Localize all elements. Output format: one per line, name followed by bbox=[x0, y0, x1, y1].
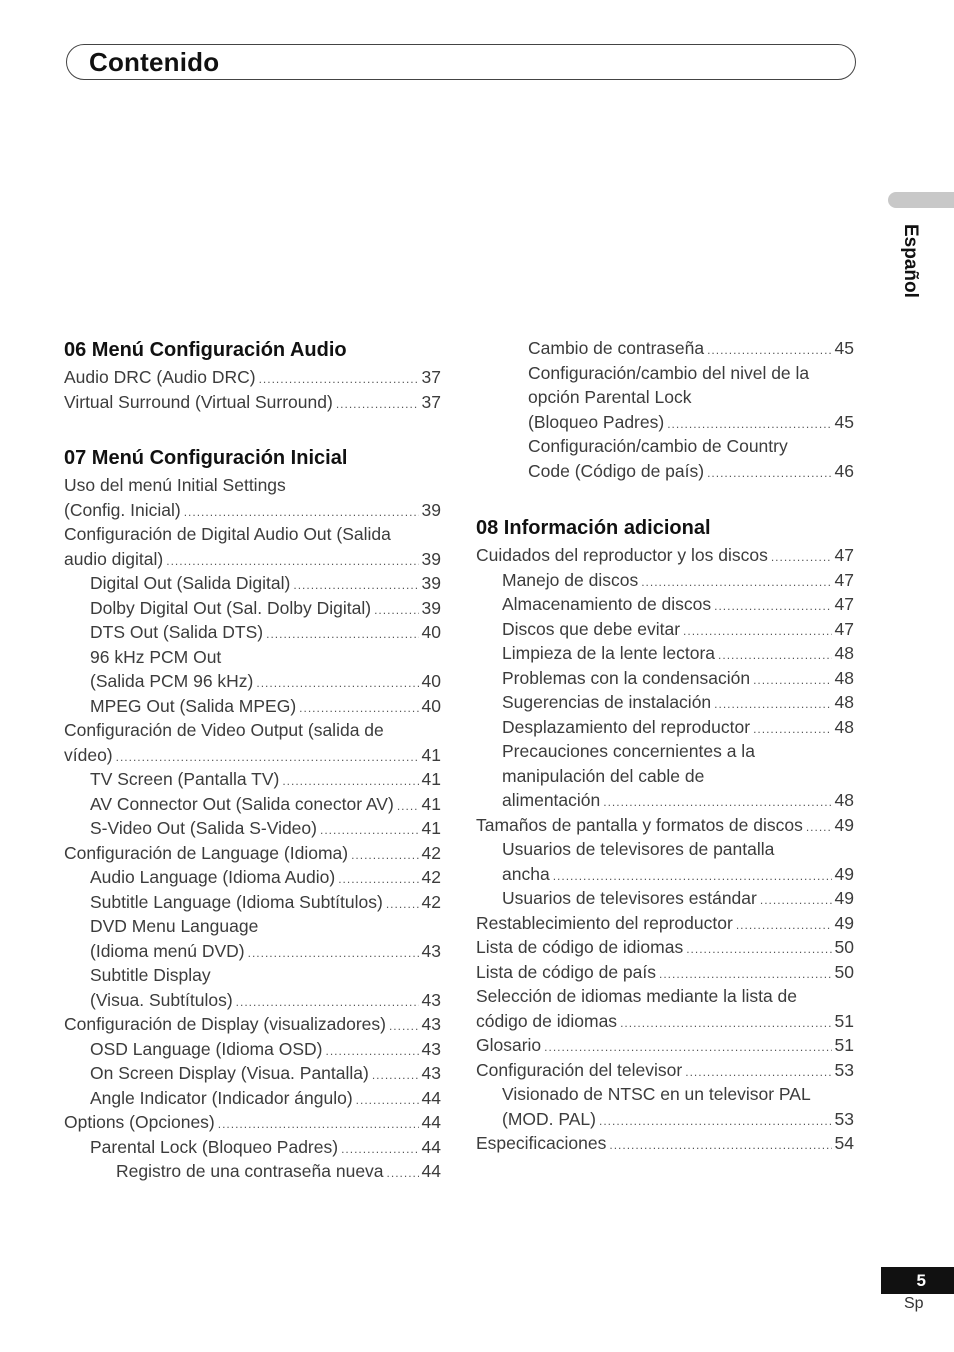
toc-entry-page: 48 bbox=[834, 667, 854, 688]
toc-entry[interactable] bbox=[64, 694, 441, 719]
toc-entry-text: vídeo) bbox=[64, 744, 113, 765]
toc-entry[interactable] bbox=[476, 666, 854, 691]
toc-entry[interactable] bbox=[64, 571, 441, 596]
toc-entry-page: 49 bbox=[834, 912, 854, 933]
toc-entry-page: 49 bbox=[834, 888, 854, 908]
toc-entry-page: 49 bbox=[834, 814, 854, 835]
toc-entry[interactable] bbox=[64, 1012, 441, 1037]
toc-entry[interactable] bbox=[64, 963, 441, 988]
toc-entry[interactable] bbox=[64, 890, 441, 915]
toc-entry-text: ancha bbox=[502, 863, 550, 884]
toc-list-06 bbox=[64, 365, 441, 414]
toc-entry-page: 39 bbox=[421, 499, 441, 520]
toc-entry[interactable] bbox=[64, 792, 441, 817]
toc-entry-text: Manejo de discos bbox=[502, 569, 639, 590]
toc-entry-text: Especificaciones bbox=[476, 1133, 607, 1153]
toc-entry[interactable] bbox=[476, 543, 854, 568]
toc-entry[interactable] bbox=[476, 1131, 854, 1156]
toc-entry[interactable] bbox=[64, 718, 441, 743]
toc-entry[interactable] bbox=[476, 336, 854, 361]
toc-entry[interactable] bbox=[476, 715, 854, 740]
toc-entry-page: 48 bbox=[834, 716, 854, 737]
toc-entry-text: (Visua. Subtítulos) bbox=[90, 989, 233, 1010]
toc-entry-page: 50 bbox=[834, 961, 854, 982]
toc-entry[interactable] bbox=[64, 522, 441, 547]
toc-entry[interactable] bbox=[64, 1061, 441, 1086]
toc-entry-text: Cambio de contraseña bbox=[528, 338, 705, 358]
toc-entry[interactable] bbox=[476, 935, 854, 960]
toc-entry-page: 39 bbox=[421, 548, 441, 569]
toc-entry-text: AV Connector Out (Salida conector AV) bbox=[90, 793, 394, 814]
toc-entry[interactable] bbox=[64, 914, 441, 939]
toc-entry-page: 47 bbox=[834, 594, 854, 614]
toc-entry[interactable] bbox=[476, 1058, 854, 1083]
toc-entry[interactable] bbox=[476, 764, 854, 789]
toc-entry-text: opción Parental Lock bbox=[528, 387, 692, 407]
toc-entry-text: TV Screen (Pantalla TV) bbox=[90, 769, 280, 789]
toc-entry-text: audio digital) bbox=[64, 548, 164, 569]
toc-entry-text: Visionado de NTSC en un televisor PAL bbox=[502, 1084, 811, 1104]
toc-entry[interactable] bbox=[64, 841, 441, 866]
toc-entry-text: Virtual Surround (Virtual Surround) bbox=[64, 391, 333, 412]
toc-entry-page: 42 bbox=[421, 891, 441, 912]
toc-entry-text: Audio Language (Idioma Audio) bbox=[90, 867, 336, 887]
toc-entry-page: 41 bbox=[421, 744, 441, 765]
toc-entry-page: 47 bbox=[834, 545, 854, 565]
toc-entry[interactable] bbox=[476, 813, 854, 838]
toc-entry-text: Parental Lock (Bloqueo Padres) bbox=[90, 1136, 339, 1157]
toc-entry[interactable] bbox=[476, 434, 854, 459]
toc-entry[interactable] bbox=[64, 865, 441, 890]
toc-entry[interactable] bbox=[476, 1009, 854, 1034]
toc-entry-page: 47 bbox=[834, 569, 854, 590]
toc-entry-text: Configuración del televisor bbox=[476, 1059, 683, 1080]
toc-entry-text: Selección de idiomas mediante la lista de bbox=[476, 986, 798, 1006]
toc-entry-text: Limpieza de la lente lectora bbox=[502, 643, 716, 663]
toc-entry[interactable] bbox=[476, 739, 854, 764]
toc-entry[interactable] bbox=[476, 690, 854, 715]
toc-entry-page: 41 bbox=[421, 818, 441, 838]
toc-entry-page: 40 bbox=[421, 695, 441, 716]
toc-entry-page: 50 bbox=[834, 937, 854, 957]
toc-entry[interactable] bbox=[64, 365, 441, 390]
toc-right-column bbox=[476, 336, 854, 1156]
toc-entry-page: 51 bbox=[834, 1010, 854, 1031]
toc-entry-text: Lista de código de idiomas bbox=[476, 937, 684, 957]
toc-entry-page: 49 bbox=[834, 863, 854, 884]
toc-entry[interactable] bbox=[476, 641, 854, 666]
toc-entry-page: 41 bbox=[421, 769, 441, 789]
toc-entry-page: 45 bbox=[834, 338, 854, 358]
toc-entry-page: 41 bbox=[421, 793, 441, 814]
toc-entry-page: 37 bbox=[421, 391, 441, 412]
toc-entry[interactable] bbox=[476, 1107, 854, 1132]
toc-entry-page: 44 bbox=[421, 1161, 441, 1181]
toc-entry-text: Digital Out (Salida Digital) bbox=[90, 573, 291, 593]
toc-entry[interactable] bbox=[64, 1110, 441, 1135]
toc-entry[interactable] bbox=[64, 767, 441, 792]
toc-entry-text: Registro de una contraseña nueva bbox=[116, 1161, 384, 1181]
toc-entry-text: Cuidados del reproductor y los discos bbox=[476, 545, 768, 565]
toc-entry-page: 44 bbox=[421, 1112, 441, 1132]
toc-entry-text: S-Video Out (Salida S-Video) bbox=[90, 818, 317, 838]
toc-entry-text: (Config. Inicial) bbox=[64, 499, 181, 520]
toc-entry[interactable] bbox=[64, 473, 441, 498]
toc-entry-page: 39 bbox=[421, 597, 441, 618]
toc-entry-text: Discos que debe evitar bbox=[502, 618, 681, 639]
toc-entry-text: Configuración de Language (Idioma) bbox=[64, 842, 349, 863]
toc-entry-text: On Screen Display (Visua. Pantalla) bbox=[90, 1063, 369, 1083]
toc-entry[interactable] bbox=[476, 837, 854, 862]
toc-list-07 bbox=[64, 473, 441, 1184]
toc-entry[interactable] bbox=[64, 669, 441, 694]
toc-entry-page: 42 bbox=[421, 842, 441, 863]
toc-entry-text: Subtitle Language (Idioma Subtítulos) bbox=[90, 891, 383, 912]
toc-entry[interactable] bbox=[64, 939, 441, 964]
toc-entry-text: (Bloqueo Padres) bbox=[528, 411, 665, 432]
page-language-code: Sp bbox=[904, 1295, 924, 1312]
toc-entry-text: (MOD. PAL) bbox=[502, 1108, 596, 1129]
toc-left-column bbox=[64, 336, 441, 1184]
toc-entry-text: Audio DRC (Audio DRC) bbox=[64, 367, 256, 387]
toc-entry-page: 43 bbox=[421, 989, 441, 1010]
toc-entry-text: código de idiomas bbox=[476, 1010, 618, 1031]
toc-entry[interactable] bbox=[476, 592, 854, 617]
toc-entry[interactable] bbox=[64, 1037, 441, 1062]
toc-list-08 bbox=[476, 543, 854, 1156]
toc-entry[interactable] bbox=[476, 984, 854, 1009]
toc-entry-page: 39 bbox=[421, 573, 441, 593]
toc-entry-text: (Salida PCM 96 kHz) bbox=[90, 671, 254, 691]
toc-entry-page: 42 bbox=[421, 867, 441, 887]
toc-entry-text: Problemas con la condensación bbox=[502, 667, 751, 688]
toc-entry-text: Configuración/cambio de Country bbox=[528, 436, 788, 456]
toc-entry-text: OSD Language (Idioma OSD) bbox=[90, 1038, 323, 1059]
toc-entry-text: Subtitle Display bbox=[90, 965, 211, 985]
toc-entry-page: 53 bbox=[834, 1059, 854, 1080]
toc-entry[interactable] bbox=[476, 1033, 854, 1058]
toc-entry[interactable] bbox=[64, 1135, 441, 1160]
toc-entry-page: 48 bbox=[834, 643, 854, 663]
toc-entry-text: Desplazamiento del reproductor bbox=[502, 716, 751, 737]
toc-entry-text: Sugerencias de instalación bbox=[502, 692, 712, 712]
toc-entry-text: DTS Out (Salida DTS) bbox=[90, 622, 264, 642]
toc-entry-text: Angle Indicator (Indicador ángulo) bbox=[90, 1087, 353, 1108]
toc-entry-text: Restablecimiento del reproductor bbox=[476, 912, 733, 933]
toc-entry-page: 53 bbox=[834, 1108, 854, 1129]
toc-entry[interactable] bbox=[64, 743, 441, 768]
toc-entry-text: 96 kHz PCM Out bbox=[90, 646, 222, 667]
toc-entry[interactable] bbox=[64, 498, 441, 523]
section-heading-08: 08 Información adicional bbox=[476, 517, 711, 539]
toc-entry-text: Configuración de Display (visualizadores) bbox=[64, 1014, 386, 1034]
toc-entry[interactable] bbox=[64, 1086, 441, 1111]
section-heading-07: 07 Menú Configuración Inicial bbox=[64, 447, 348, 469]
toc-entry-text: Lista de código de país bbox=[476, 961, 656, 982]
toc-list-07-continued bbox=[476, 336, 854, 483]
toc-entry[interactable] bbox=[476, 410, 854, 435]
toc-entry-page: 43 bbox=[421, 1038, 441, 1059]
toc-entry-text: Usuarios de televisores de pantalla bbox=[502, 839, 775, 859]
toc-entry-text: Dolby Digital Out (Sal. Dolby Digital) bbox=[90, 597, 372, 618]
toc-entry[interactable] bbox=[64, 390, 441, 415]
toc-entry-page: 43 bbox=[421, 1014, 441, 1034]
toc-entry[interactable] bbox=[64, 1159, 441, 1184]
toc-entry[interactable] bbox=[64, 816, 441, 841]
toc-entry-page: 46 bbox=[834, 460, 854, 481]
toc-entry-text: MPEG Out (Salida MPEG) bbox=[90, 695, 297, 716]
toc-entry[interactable] bbox=[476, 459, 854, 484]
toc-entry-page: 48 bbox=[834, 790, 854, 810]
toc-entry[interactable] bbox=[476, 361, 854, 386]
toc-entry-text: Precauciones concernientes a la bbox=[502, 741, 755, 761]
toc-entry-page: 43 bbox=[421, 940, 441, 961]
page-number-badge: 5 bbox=[881, 1267, 954, 1294]
toc-entry[interactable] bbox=[476, 788, 854, 813]
toc-entry-text: Uso del menú Initial Settings bbox=[64, 475, 286, 495]
toc-entry[interactable] bbox=[64, 620, 441, 645]
section-heading-06: 06 Menú Configuración Audio bbox=[64, 339, 347, 361]
toc-entry-text: Glosario bbox=[476, 1035, 542, 1055]
toc-entry-text: Almacenamiento de discos bbox=[502, 594, 712, 614]
toc-entry[interactable] bbox=[476, 568, 854, 593]
toc-entry-text: manipulación del cable de bbox=[502, 765, 705, 786]
toc-entry-page: 40 bbox=[421, 622, 441, 642]
toc-entry[interactable] bbox=[64, 596, 441, 621]
toc-entry[interactable] bbox=[476, 862, 854, 887]
toc-entry-page: 54 bbox=[834, 1133, 854, 1153]
toc-entry[interactable] bbox=[476, 1082, 854, 1107]
toc-entry-page: 51 bbox=[834, 1035, 854, 1055]
page-title: Contenido bbox=[89, 47, 220, 77]
toc-entry-page: 48 bbox=[834, 692, 854, 712]
toc-entry[interactable] bbox=[64, 547, 441, 572]
toc-entry-text: (Idioma menú DVD) bbox=[90, 940, 245, 961]
toc-entry[interactable] bbox=[476, 911, 854, 936]
toc-entry-page: 37 bbox=[421, 367, 441, 387]
toc-entry-text: Configuración de Video Output (salida de bbox=[64, 720, 384, 740]
toc-entry-text: Options (Opciones) bbox=[64, 1112, 215, 1132]
toc-entry-text: Usuarios de televisores estándar bbox=[502, 888, 757, 908]
toc-entry-text: alimentación bbox=[502, 790, 601, 810]
toc-entry[interactable] bbox=[64, 645, 441, 670]
toc-entry-text: Configuración/cambio del nivel de la bbox=[528, 362, 810, 383]
toc-entry-page: 44 bbox=[421, 1136, 441, 1157]
toc-entry-page: 43 bbox=[421, 1063, 441, 1083]
toc-entry[interactable] bbox=[64, 988, 441, 1013]
toc-entry-text: Tamaños de pantalla y formatos de discos bbox=[476, 814, 803, 835]
language-label: Español bbox=[900, 224, 921, 298]
language-tab bbox=[888, 192, 954, 208]
toc-entry-page: 44 bbox=[421, 1087, 441, 1108]
toc-entry[interactable] bbox=[476, 960, 854, 985]
toc-entry-text: Code (Código de país) bbox=[528, 460, 705, 481]
title-bar bbox=[66, 44, 856, 80]
toc-entry-page: 45 bbox=[834, 411, 854, 432]
toc-entry-page: 47 bbox=[834, 618, 854, 639]
toc-entry-page: 40 bbox=[421, 671, 441, 691]
toc-entry[interactable] bbox=[476, 617, 854, 642]
toc-entry-text: Configuración de Digital Audio Out (Salida bbox=[64, 524, 391, 544]
toc-entry-text: DVD Menu Language bbox=[90, 916, 259, 936]
toc-entry[interactable] bbox=[476, 385, 854, 410]
toc-entry[interactable] bbox=[476, 886, 854, 911]
